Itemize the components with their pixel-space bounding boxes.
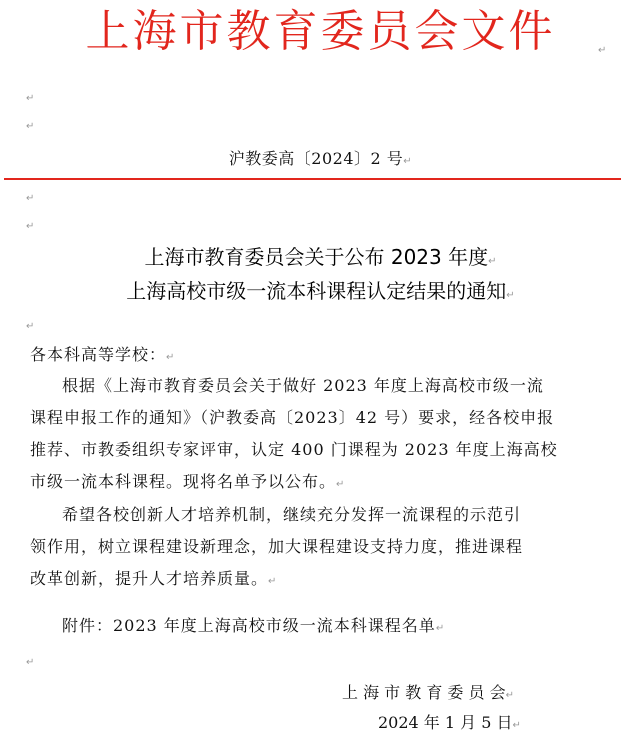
- paragraph-mark-icon: ↵: [435, 623, 446, 634]
- signature-date: 2024 年 1 月 5 日↵: [378, 713, 521, 732]
- paragraph-mark-icon: ↵: [598, 45, 607, 56]
- paragraph-2-line-2: 领作用，树立课程建设新理念，加大课程建设支持力度，推进课程: [30, 537, 524, 556]
- paragraph-mark-icon: ↵: [26, 93, 35, 104]
- document-number-text: 沪教委高〔2024〕2 号: [228, 149, 404, 168]
- notice-title-line-2: 上海高校市级一流本科课程认定结果的通知↵: [126, 279, 515, 303]
- paragraph-mark-icon: ↵: [26, 321, 35, 332]
- paragraph-1-line-1: 根据《上海市教育委员会关于做好 2023 年度上海高校市级一流: [62, 376, 544, 395]
- salutation: 各本科高等学校：↵: [30, 345, 176, 364]
- attachment-line: 附件：2023 年度上海高校市级一流本科课程名单↵: [62, 616, 446, 635]
- paragraph-mark-icon: ↵: [268, 576, 278, 587]
- paragraph-mark-icon: ↵: [403, 156, 413, 167]
- paragraph-1-line-2: 课程申报工作的通知》（沪教委高〔2023〕42 号）要求，经各校申报: [30, 408, 555, 427]
- paragraph-2-line-3: 改革创新，提升人才培养质量。↵: [30, 569, 278, 588]
- paragraph-mark-icon: ↵: [505, 690, 514, 701]
- paragraph-mark-icon: ↵: [488, 256, 497, 267]
- paragraph-mark-icon: ↵: [26, 193, 35, 204]
- signature-organization: 上 海 市 教 育 委 员 会↵: [342, 683, 514, 702]
- paragraph-2-line-1: 希望各校创新人才培养机制，继续充分发挥一流课程的示范引: [62, 505, 522, 524]
- paragraph-1-line-3: 推荐、市教委组织专家评审，认定 400 门课程为 2023 年度上海高校: [30, 440, 558, 459]
- paragraph-mark-icon: ↵: [512, 720, 521, 731]
- document-header-title: 上海市教育委员会文件: [85, 6, 556, 57]
- paragraph-mark-icon: ↵: [26, 121, 35, 132]
- paragraph-mark-icon: ↵: [166, 352, 176, 363]
- paragraph-mark-icon: ↵: [336, 479, 346, 490]
- red-divider-line: [4, 178, 621, 180]
- notice-title-line-1: 上海市教育委员会关于公布 2023 年度↵: [144, 245, 497, 269]
- paragraph-mark-icon: ↵: [26, 657, 35, 668]
- paragraph-mark-icon: ↵: [26, 221, 35, 232]
- paragraph-1-line-4: 市级一流本科课程。现将名单予以公布。↵: [30, 472, 346, 491]
- document-number: [0, 148, 641, 170]
- paragraph-mark-icon: ↵: [506, 290, 515, 301]
